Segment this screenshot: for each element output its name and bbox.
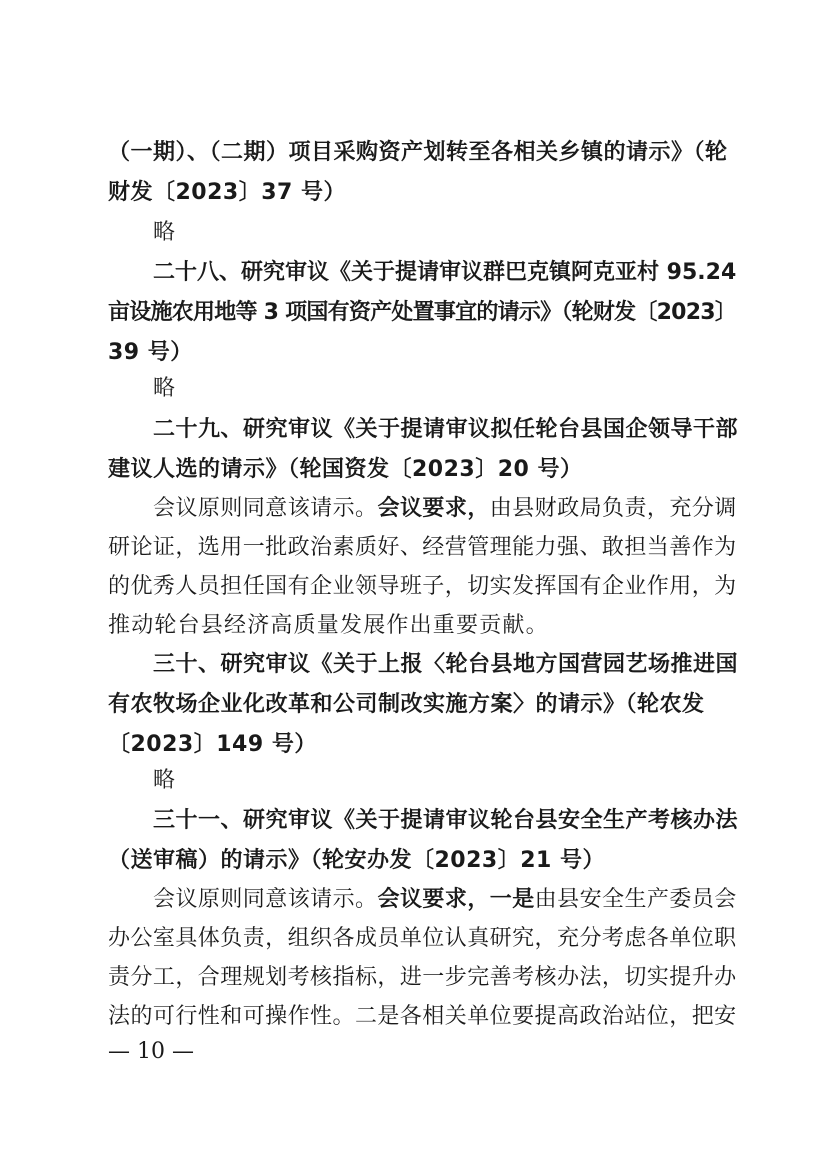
paragraph-omitted: 略 [153,220,177,245]
heading-31: 三十一、研究审议《关于提请审议轮台县安全生产考核办法 [153,808,739,833]
paragraph-omitted: 略 [153,768,177,793]
paragraph-29: 推动轮台县经济高质量发展作出重要贡献。 [108,613,549,638]
heading-31: （送审稿）的请示》（轮安办发〔2023〕21 号） [108,848,606,873]
emphasis-requirement: 会议要求，一是 [377,887,535,912]
paragraph-31: 办公室具体负责，组织各成员单位认真研究，充分考虑各单位职 [108,926,737,951]
paragraph-29 [153,494,737,524]
emphasis-requirement: 会议要求， [377,496,490,521]
paragraph-31: 责分工，合理规划考核指标，进一步完善考核办法，切实提升办 [108,965,737,990]
paragraph-29: 的优秀人员担任国有企业领导班子，切实发挥国有企业作用，为 [108,574,737,599]
text-span: 会议原则同意该请示。 [153,887,378,912]
text-span: 由县财政局负责，充分调 [489,496,737,521]
heading-30: 〔2023〕149 号） [108,732,317,757]
paragraph-31: 法的可行性和可操作性。二是各相关单位要提高政治站位，把安 [108,1004,737,1029]
heading-28: 亩设施农用地等 3 项国有资产处置事宜的请示》（轮财发〔2023〕 [108,300,737,325]
paragraph-29: 研论证，选用一批政治素质好、经营管理能力强、敢担当善作为 [108,535,737,560]
heading-28: 39 号） [108,340,193,365]
page-number: — 10 — [108,1039,194,1064]
heading-30: 三十、研究审议《关于上报〈轮台县地方国营园艺场推进国 [153,652,739,677]
heading-27-continuation: 财发〔2023〕37 号） [108,180,347,205]
text-span: 会议原则同意该请示。 [153,496,378,521]
heading-27-continuation: （一期）、（二期）项目采购资产划转至各相关乡镇的请示》（轮 [108,140,728,165]
heading-30: 有农牧场企业化改革和公司制改实施方案〉的请示》（轮农发 [108,692,705,717]
paragraph-omitted: 略 [153,376,177,401]
heading-29: 建议人选的请示》（轮国资发〔2023〕20 号） [108,457,583,482]
paragraph-31 [153,885,737,915]
heading-28: 二十八、研究审议《关于提请审议群巴克镇阿克亚村 95.24 [153,260,737,285]
text-span: 由县安全生产委员会 [534,887,737,912]
heading-29: 二十九、研究审议《关于提请审议拟任轮台县国企领导干部 [153,417,739,442]
